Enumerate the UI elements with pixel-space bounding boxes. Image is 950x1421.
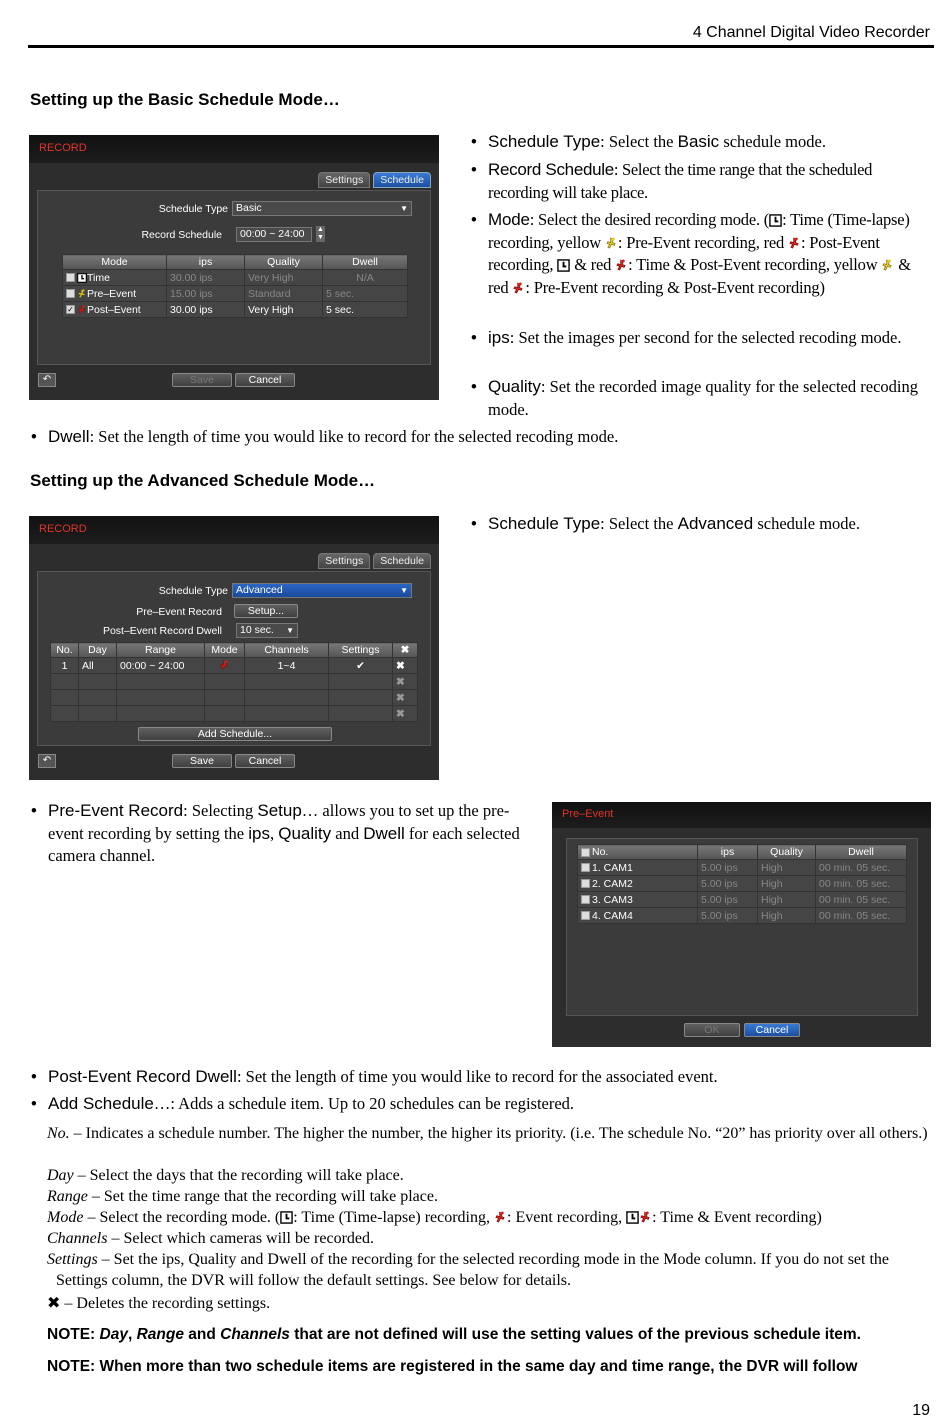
text: schedule mode.: [719, 132, 826, 151]
text: : Time & Post-Event recording, yellow: [628, 255, 882, 274]
text: : Select the: [600, 514, 678, 533]
term: Quality: [488, 377, 541, 396]
checkbox-checked[interactable]: ✓: [67, 305, 74, 315]
bullet-record-schedule: • Record Schedule: Select the time range that the scheduled recording will take place.: [471, 160, 873, 202]
term: Channels: [47, 1230, 108, 1247]
text: : Select the desired recording mode. (: [529, 210, 770, 229]
text: …: Adds a schedule item. Up to 20 schedules can be registered.: [153, 1094, 575, 1113]
quality-cell[interactable]: High: [758, 876, 816, 892]
term: Setup: [257, 801, 302, 820]
event-mode-icon: [219, 660, 230, 671]
table-row[interactable]: [578, 876, 907, 892]
column-header: Mode: [205, 643, 245, 658]
column-header: Dwell: [816, 845, 907, 860]
mode-cell[interactable]: [205, 658, 245, 674]
schedule-panel: [37, 571, 431, 746]
text: & red: [488, 255, 911, 297]
dwell-cell[interactable]: 5 sec.: [323, 302, 408, 318]
text: : Set the length of time you would like to record for the associated event.: [236, 1067, 718, 1086]
pre-event-record-label: Pre–Event Record: [136, 606, 222, 618]
term: Day: [99, 1326, 128, 1343]
ips-cell[interactable]: 30.00 ips: [167, 270, 245, 286]
quality-cell[interactable]: High: [758, 860, 816, 876]
bullet-add-schedule: • Add Schedule…: Adds a schedule item. Up to 20 schedules can be registered.: [31, 1094, 575, 1113]
note-1: [47, 1326, 861, 1344]
advanced-record-screen: [29, 516, 439, 780]
bullet-advanced-schedule-type: • Schedule Type: Select the Advanced schedule mode.: [471, 514, 860, 533]
basic-heading: Setting up the Basic Schedule Mode…: [30, 90, 340, 109]
camera-name: 4. CAM4: [592, 909, 633, 922]
day-cell[interactable]: All: [79, 658, 117, 674]
term: Post-Event Record Dwell: [48, 1067, 237, 1086]
note-2: NOTE: When more than two schedule items are registered in the same day and time range, the DVR will follow: [47, 1358, 858, 1375]
table-row[interactable]: [578, 860, 907, 876]
camera-panel: [566, 838, 918, 1016]
schedule-type-dropdown[interactable]: [232, 201, 412, 216]
def-range: [47, 1186, 438, 1207]
event-mode-icon: [639, 1211, 652, 1224]
table-row[interactable]: [51, 690, 418, 706]
column-header: Quality: [245, 255, 323, 270]
dwell-cell[interactable]: 00 min. 05 sec.: [816, 876, 907, 892]
record-schedule-field[interactable]: 00:00 ~ 24:00: [236, 227, 312, 242]
column-header: Day: [79, 643, 117, 658]
text: & red: [570, 255, 616, 274]
post-event-icon: [788, 237, 801, 250]
text: and: [331, 823, 364, 843]
advanced-heading: Setting up the Advanced Schedule Mode…: [30, 471, 376, 490]
tab-settings[interactable]: Settings: [318, 553, 370, 569]
table-row[interactable]: [63, 270, 408, 286]
checkbox[interactable]: [581, 911, 590, 920]
text: – Select which cameras will be recorded.: [107, 1230, 375, 1247]
post-event-icon: [615, 259, 628, 272]
term: Schedule Type: [488, 514, 601, 533]
delete-icon[interactable]: ✖: [393, 706, 418, 722]
def-mode: [47, 1207, 822, 1228]
title-bar: [552, 802, 931, 828]
text: : Set the images per second for the selected recoding mode.: [509, 328, 902, 347]
ips-cell[interactable]: 5.00 ips: [698, 908, 758, 924]
checkbox[interactable]: [581, 863, 590, 872]
column-header: ips: [698, 845, 758, 860]
text: : Post-Event recording,: [488, 232, 880, 274]
text: : Time (Time-lapse) recording,: [293, 1209, 494, 1226]
table-row[interactable]: [51, 706, 418, 722]
schedule-table: [50, 642, 418, 722]
camera-name: 2. CAM2: [592, 877, 633, 890]
chevron-down-icon: ▼: [400, 586, 408, 595]
cancel-button[interactable]: Cancel: [744, 1023, 800, 1037]
ips-cell[interactable]: 5.00 ips: [698, 860, 758, 876]
term: Schedule Type: [488, 132, 601, 151]
text: … allows you to set up the pre-event recording by setting the: [48, 801, 510, 843]
pre-event-icon: [605, 237, 618, 250]
time-mode-icon: [557, 259, 570, 272]
schedule-panel: [37, 190, 431, 365]
table-row[interactable]: [63, 302, 408, 318]
text: ,: [127, 1326, 137, 1343]
text: that are not defined will use the setting values of the previous schedule item.: [289, 1326, 861, 1343]
range-cell[interactable]: 00:00 ~ 24:00: [117, 658, 205, 674]
mode-cell: Post–Event: [87, 303, 141, 316]
text: schedule mode.: [753, 514, 860, 533]
text: : Time (Time-lapse) recording, yellow: [488, 210, 910, 252]
table-row[interactable]: [63, 286, 408, 302]
table-row[interactable]: [578, 908, 907, 924]
term: Channels: [220, 1326, 290, 1343]
post-event-icon: [77, 305, 87, 315]
time-mode-icon: [280, 1211, 293, 1224]
mode-cell: Pre–Event: [87, 287, 137, 300]
quality-cell[interactable]: High: [758, 892, 816, 908]
text: : Select the: [600, 132, 678, 151]
select-all-checkbox[interactable]: [581, 848, 590, 857]
screen-title: RECORD: [39, 523, 87, 535]
def-no: [47, 1123, 933, 1144]
time-mode-icon: [77, 273, 87, 283]
checkbox[interactable]: [66, 273, 75, 282]
mode-table: [62, 254, 408, 318]
delete-icon[interactable]: ✖: [393, 674, 418, 690]
text: and: [183, 1326, 221, 1343]
header-title: 4 Channel Digital Video Recorder: [692, 24, 930, 41]
def-delete: [47, 1292, 270, 1314]
camera-table: [577, 844, 907, 924]
schedule-type-dropdown[interactable]: [232, 583, 412, 598]
save-button[interactable]: Save: [172, 373, 232, 387]
tab-settings[interactable]: Settings: [318, 172, 370, 188]
def-channels: [47, 1228, 374, 1249]
basic-record-screen: [29, 135, 439, 400]
column-header: Dwell: [323, 255, 408, 270]
add-schedule-button[interactable]: Add Schedule...: [138, 727, 332, 741]
schedule-type-label: Schedule Type: [158, 585, 228, 597]
no-cell: 1: [51, 658, 79, 674]
tab-schedule[interactable]: Schedule: [373, 172, 431, 188]
text: – Select the recording mode. (: [83, 1209, 281, 1226]
settings-cell[interactable]: ✔: [329, 658, 393, 674]
post-event-icon: [512, 282, 525, 295]
spinner-icon[interactable]: ▲ ▼: [317, 226, 324, 241]
column-header: Settings: [329, 643, 393, 658]
post-event-dwell-dropdown[interactable]: [236, 623, 298, 638]
text: : Pre-Event recording & Post-Event recording): [525, 277, 825, 297]
ips-cell[interactable]: 5.00 ips: [698, 876, 758, 892]
table-row[interactable]: [51, 658, 418, 674]
delete-all-icon[interactable]: ✖: [393, 643, 418, 658]
text: – Select the days that the recording will take place.: [73, 1167, 404, 1184]
bullet-schedule-type: • Schedule Type: Select the Basic schedule mode.: [471, 132, 826, 151]
tab-schedule[interactable]: Schedule: [373, 553, 431, 569]
schedule-type-value: Advanced: [236, 584, 283, 596]
term: Add Schedule: [48, 1094, 154, 1113]
column-header: Mode: [63, 255, 167, 270]
channels-cell[interactable]: 1~4: [245, 658, 329, 674]
camera-name: 3. CAM3: [592, 893, 633, 906]
checkbox[interactable]: [581, 895, 590, 904]
dwell-cell[interactable]: 00 min. 05 sec.: [816, 892, 907, 908]
ok-button[interactable]: OK: [684, 1023, 740, 1037]
dialog-title: Pre–Event: [562, 808, 614, 820]
text: : Selecting: [183, 801, 258, 820]
term: Dwell: [363, 823, 405, 843]
text: for each selected camera channel.: [48, 823, 520, 865]
event-mode-icon: [494, 1211, 507, 1224]
term: Day: [47, 1167, 74, 1184]
text: ,: [269, 823, 279, 843]
setup-button[interactable]: Setup...: [234, 604, 298, 618]
checkbox[interactable]: [581, 879, 590, 888]
delete-icon[interactable]: ✖: [393, 658, 418, 674]
term: Basic: [677, 132, 720, 151]
text: – Deletes the recording settings.: [60, 1295, 271, 1312]
time-mode-icon: [626, 1211, 639, 1224]
save-button[interactable]: Save: [172, 754, 232, 768]
column-header: ips: [167, 255, 245, 270]
term: Settings: [47, 1251, 98, 1268]
bullet-dwell: • Dwell: Set the length of time you would like to record for the selected recoding mode.: [31, 427, 619, 446]
term: Mode: [47, 1209, 84, 1226]
chevron-down-icon: ▼: [286, 626, 294, 635]
post-event-dwell-label: Post–Event Record Dwell: [102, 625, 222, 637]
column-header: No.: [592, 846, 609, 858]
table-row[interactable]: [51, 674, 418, 690]
delete-icon: ✖: [47, 1293, 61, 1312]
table-row[interactable]: [578, 892, 907, 908]
quality-cell[interactable]: High: [758, 908, 816, 924]
dwell-cell[interactable]: N/A: [323, 270, 408, 286]
term: Record Schedule: [488, 160, 614, 179]
text: : Event recording,: [507, 1209, 627, 1226]
schedule-type-value: Basic: [236, 202, 262, 214]
time-mode-icon: [769, 214, 782, 227]
term: Range: [136, 1326, 184, 1343]
text: : Select the time range that the scheduled recording will take place.: [488, 160, 873, 202]
camera-name: 1. CAM1: [592, 861, 633, 874]
text: : Time & Event recording): [652, 1209, 822, 1226]
dwell-cell[interactable]: 00 min. 05 sec.: [816, 860, 907, 876]
def-day: [47, 1165, 404, 1186]
cancel-button[interactable]: Cancel: [235, 754, 295, 768]
bullet-post-event-dwell: • Post-Event Record Dwell: Set the length of time you would like to record for the associated event.: [31, 1067, 718, 1086]
pre-event-icon: [77, 289, 87, 299]
column-header: Channels: [245, 643, 329, 658]
term: Quality: [278, 823, 332, 843]
dwell-cell[interactable]: 5 sec.: [323, 286, 408, 302]
text: – Indicates a schedule number. The higher the number, the higher its priority. (i.e. The schedule No. “20” has priority over all others.): [69, 1125, 928, 1142]
def-settings: [47, 1249, 933, 1291]
term: ips: [248, 823, 270, 843]
ips-cell[interactable]: 30.00 ips: [167, 302, 245, 318]
ips-cell[interactable]: 15.00 ips: [167, 286, 245, 302]
cancel-button[interactable]: Cancel: [235, 373, 295, 387]
title-bar: [29, 135, 439, 163]
chevron-down-icon: ▼: [400, 204, 408, 213]
text: : Set the recorded image quality for the selected recoding mode.: [488, 377, 918, 419]
page-header: [28, 18, 934, 48]
checkbox[interactable]: [66, 289, 75, 298]
quality-cell[interactable]: Standard: [245, 286, 323, 302]
term: ips: [488, 328, 510, 347]
term: Mode: [488, 210, 530, 229]
column-header: No.: [51, 643, 79, 658]
delete-icon[interactable]: ✖: [393, 690, 418, 706]
dwell-value: 10 sec.: [240, 624, 274, 636]
back-icon[interactable]: ↶: [38, 754, 56, 768]
back-icon[interactable]: ↶: [38, 373, 56, 387]
bullet-quality: • Quality: Set the recorded image quality for the selected recoding mode.: [471, 377, 918, 419]
mode-cell: Time: [87, 271, 110, 284]
pre-event-dialog: [552, 802, 931, 1047]
quality-cell[interactable]: Very High: [245, 270, 323, 286]
bullet-ips: • ips: Set the images per second for the selected recoding mode.: [471, 328, 902, 347]
term: Advanced: [677, 514, 754, 533]
ips-cell[interactable]: 5.00 ips: [698, 892, 758, 908]
term: No.: [47, 1125, 70, 1142]
pre-event-icon: [881, 259, 894, 272]
column-header: Quality: [758, 845, 816, 860]
quality-cell[interactable]: Very High: [245, 302, 323, 318]
term: Dwell: [48, 427, 90, 446]
bullet-mode: • Mode: Select the desired recording mode. ( : Time (Time-lapse) recording, yellow : Pre-Event recording, red : Post-Event recording, & red : Time & Post-Event recording, yellow & red : Pre-Event recording & Post-Event recording): [471, 210, 911, 297]
title-bar: [29, 516, 439, 544]
schedule-type-label: Schedule Type: [158, 203, 228, 215]
page-number: 19: [912, 1402, 930, 1419]
text: : Set the length of time you would like to record for the selected recoding mode.: [89, 427, 619, 446]
term: Range: [47, 1188, 88, 1205]
column-header: Range: [117, 643, 205, 658]
text: – Set the time range that the recording will take place.: [87, 1188, 438, 1205]
dwell-cell[interactable]: 00 min. 05 sec.: [816, 908, 907, 924]
text: – Set the ips, Quality and Dwell of the recording for the selected recording mode in the Mode column. If you do not set the Settings column, the DVR will follow the default settings. See below for details.: [56, 1251, 890, 1289]
screen-title: RECORD: [39, 142, 87, 154]
text: : Pre-Event recording, red: [617, 232, 788, 252]
note-label: NOTE:: [47, 1326, 100, 1343]
record-schedule-label: Record Schedule: [141, 229, 222, 241]
bullet-pre-event: • Pre-Event Record: Selecting Setup… allows you to set up the pre-event recording by setting the ips, Quality and Dwell for each selected camera channel.: [31, 801, 520, 865]
term: Pre-Event Record: [48, 801, 184, 820]
